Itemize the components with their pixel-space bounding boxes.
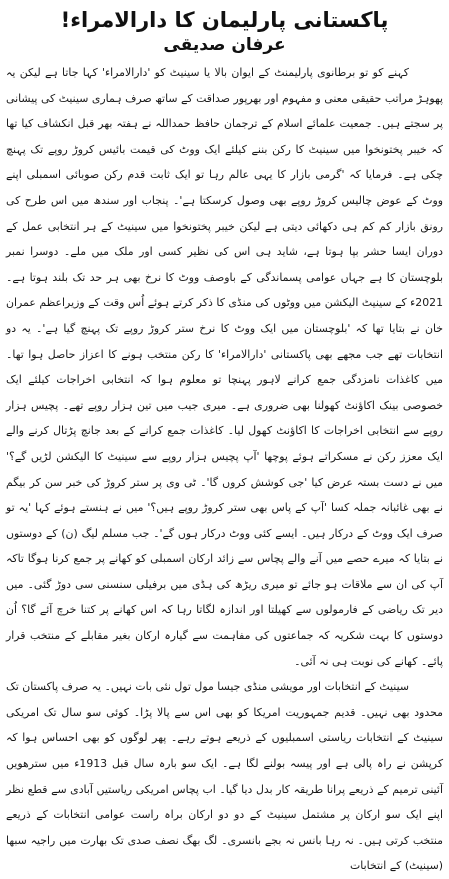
article-paragraph: سینیٹ کے انتخابات اور مویشی منڈی جیسا مول تول نئی بات نہیں۔ یہ صرف پاکستان تک محدود بھی نہیں۔ قدیم جمہوریت امریکا کو بھی اس سے پالا پڑا۔ کوئی سو سال تک امریکی سینیٹ کے انتخابات ریاستی اسمبلیوں کے ذریعے ہوتے رہے۔ پھر لوگوں کو بھی احساس ہوا کہ کرپشن نے راہ پالی ہے اور پیسہ بولنے لگا ہے۔ ایک سو بارہ سال قبل 1913ء میں سترھویں آئینی ترمیم کے ذریعے پرانا طریقہ کار بدل دیا گیا۔ اب پچاس امریکی ریاستیں آبادی سے قطع نظر اپنے ایک سو ارکان پر مشتمل سینیٹ کے دو دو ارکان براہ راست عوامی انتخابات کے ذریعے منتخب کرتی ہیں۔ نہ رہا بانس نہ بجے بانسری۔ لگ بھگ نصف صدی تک بھارت میں راجیہ سبھا (سینیٹ) کے انتخابات [6, 680, 443, 873]
article-headline: پاکستانی پارلیمان کا دارالامراء! [60, 8, 389, 32]
article-body [6, 60, 443, 879]
article-paragraph: کہنے کو تو برطانوی پارلیمنٹ کے ایوان بالا یا سینیٹ کو 'دارالامراء' کہا جاتا ہے لیکن یہ پھوہڑ مراتب حقیقی معنی و مفہوم اور بھرپور صداقت کے ساتھ صرف ہماری سینیٹ کی پیشانی پر سجتے ہیں۔ جمعیت علمائے اسلام کے ترجمان حافظ حمداللہ نے ہفتہ بھر قبل انکشاف کیا تھا کہ خیبر پختونخوا میں سینیٹ کا رکن بننے کیلئے ایک ووٹ کی قیمت بائیس کروڑ روپے تک پہنچ چکی ہے۔ فرمایا کہ 'گرمی بازار کا یہی عالم رہا تو ایک ثابت قدم رکن صوبائی اسمبلی اپنے ووٹ کے عوض چالیس کروڑ روپے بھی وصول کرسکتا ہے'۔ پنجاب اور سندھ میں اس طرح کی رونق بازار کم کم ہی دکھائی دیتی ہے لیکن خیبر پختونخوا میں سینیٹ کے ہر انتخابی عمل کے دوران ایسا حشر بپا ہوتا ہے، شاید ہی اس کی نظیر کسی اور ملک میں ملے۔ دوسرا نمبر بلوچستان کا ہے جہاں عوامی پسماندگی کے باوصف ووٹ کا نرخ بھی ہر حد تک بلند ہوتا ہے۔ 2021ء کے سینیٹ الیکشن میں ووٹوں کی منڈی کا ذکر کرتے ہوئے اُس وقت کے وزیراعظم عمران خان نے بتایا تھا کہ 'بلوچستان میں ایک ووٹ کا نرخ ستر کروڑ روپے تک پہنچ گیا ہے'۔ یہ دو انتخابات تھے جب مجھے بھی پاکستانی 'دارالامراء' کا رکن منتخب ہونے کا اعزاز حاصل ہوا تھا۔ میں کاغذات نامزدگی جمع کرانے لاہور پہنچا تو معلوم ہوا کہ انتخابی اخراجات کیلئے ایک خصوصی بینک اکاؤنٹ کھولنا بھی ضروری ہے۔ میری جیب میں تین ہزار روپے تھے۔ پچیس ہزار روپے سے انتخابی اخراجات کا اکاؤنٹ کھول لیا۔ کاغذات جمع کرانے کے بعد جانچ پڑتال کرنے والے ایک معزز رکن نے مسکراتے ہوئے پوچھا 'آپ پچیس ہزار روپے سے سینیٹ کا الیکشن لڑیں گے؟' میں نے دست بستہ عرض کیا 'جی کوشش کروں گا'۔ ٹی وی پر ستر کروڑ کی خبر سن کر بیگم نے بھی غائبانہ جملہ کسا 'آپ کے پاس بھی ستر کروڑ روپے ہیں؟' میں نے ہنستے ہوئے کہا 'یہ تو صرف ایک ووٹ کے درکار ہیں۔ ایسے کئی ووٹ درکار ہوں گے'۔ جب مسلم لیگ (ن) کے دوستوں نے بتایا کہ میرے حصے میں آنے والے پچاس سے زائد ارکان اسمبلی کو کھانے پر جمع کرنا ہوگا تاکہ آپ کی ان سے ملاقات ہو جائے تو میری ریڑھ کی ہڈی میں برفیلی سنسنی سی دوڑ گئی۔ میں دیر تک ریاضی کے فارمولوں سے کھیلتا اور اندازہ لگاتا رہا کہ اس کھانے پر کتنا خرچ آئے گا؟ اُن دوستوں کا بہت شکریہ کہ جماعتوں کی مفاہمت سے گیارہ ارکان بغیر مقابلے کے منتخب قرار پائے۔ کھانے کی نوبت ہی نہ آئی۔ [6, 66, 443, 668]
author-byline: عرفان صدیقی [163, 35, 286, 55]
